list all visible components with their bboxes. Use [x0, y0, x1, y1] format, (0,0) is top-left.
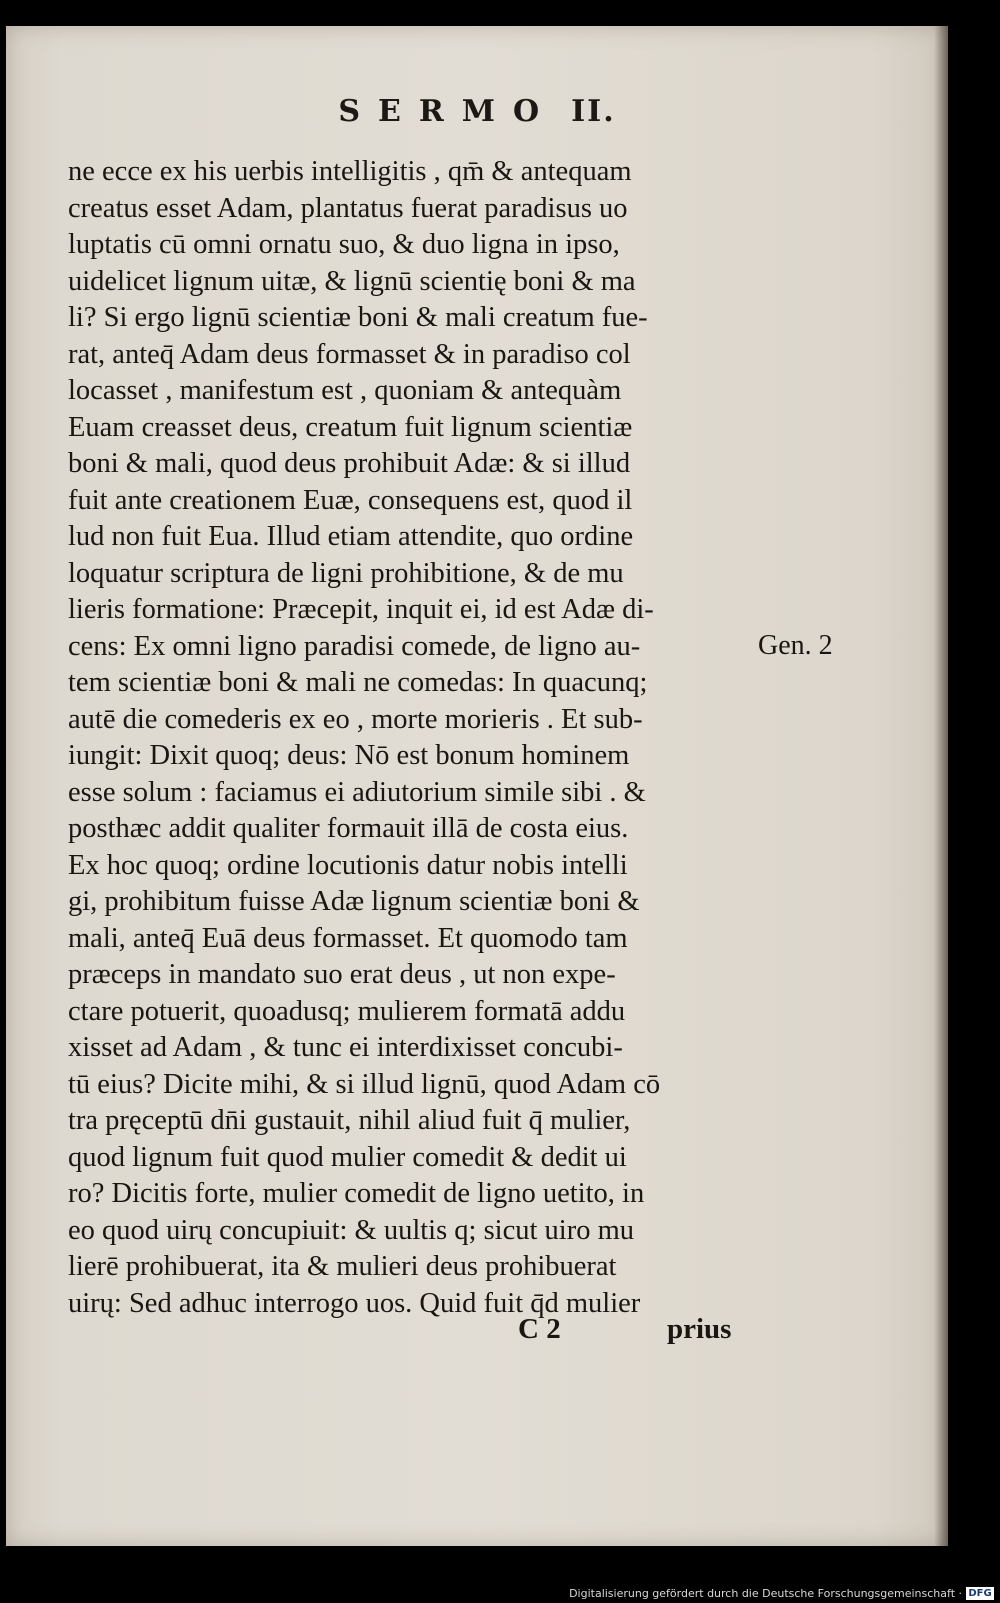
signature-mark: C 2	[518, 1313, 561, 1345]
text-line: præceps in mandato suo erat deus , ut non expe-	[68, 959, 616, 990]
text-line: lierē prohibuerat, ita & mulieri deus prohibuerat	[68, 1251, 617, 1282]
text-line: uirų: Sed adhuc interrogo uos. Quid fuit q̄d mulier	[68, 1287, 641, 1319]
text-line: xisset ad Adam , & tunc ei interdixisset concubi-	[68, 1032, 623, 1063]
text-line: loquatur scriptura de ligni prohibitione, & de mu	[68, 557, 624, 589]
text-line: ctare potuerit, quoadusq; mulierem formatā addu	[68, 995, 626, 1027]
digitization-credit: Digitalisierung gefördert durch die Deutsche Forschungsgemeinschaft ·	[569, 1587, 962, 1600]
running-header	[6, 94, 948, 129]
text-line: tū eius? Dicite mihi, & si illud lignū, quod Adam cō	[68, 1068, 661, 1100]
catchword: prius	[667, 1313, 732, 1345]
text-line: autē die comederis ex eo , morte morieris . Et sub-	[68, 703, 643, 735]
text-line: gi, prohibitum fuisse Adæ lignum scientiæ boni &	[68, 886, 640, 917]
page-number: II.	[571, 94, 616, 129]
text-line: boni & mali, quod deus prohibuit Adæ: & si illud	[68, 448, 631, 479]
book-page	[6, 26, 948, 1546]
text-line: esse solum : faciamus ei adiutorium simile sibi . &	[68, 776, 646, 808]
text-line: eo quod uirų concupiuit: & uultis q; sicut uiro mu	[68, 1214, 634, 1246]
text-line: luptatis cū omni ornatu suo, & duo ligna in ipso,	[68, 229, 620, 260]
text-line: uidelicet lignum uitæ, & lignū scientię boni & ma	[68, 265, 636, 297]
text-line: tem scientiæ boni & mali ne comedas: In quacunq;	[68, 667, 648, 698]
text-line: ne ecce ex his uerbis intelligitis , qm̄ & antequam	[68, 156, 632, 187]
text-line: Euam creasset deus, creatum fuit lignum scientiæ	[68, 411, 633, 443]
text-line: lud non fuit Eua. Illud etiam attendite, quo ordine	[68, 521, 634, 552]
marginal-note: Gen. 2	[758, 630, 833, 661]
text-line: li? Si ergo lignū scientiæ boni & mali creatum fue-	[68, 302, 648, 333]
text-line: locasset , manifestum est , quoniam & antequàm	[68, 375, 622, 406]
text-line: posthæc addit qualiter formauit illā de costa eius.	[68, 813, 629, 844]
catchline	[6, 1313, 948, 1353]
dfg-logo: DFG	[966, 1587, 994, 1600]
body-text	[68, 154, 773, 1322]
text-line: ro? Dicitis forte, mulier comedit de ligno uetito, in	[68, 1178, 645, 1209]
text-line: mali, anteq̄ Euā deus formasset. Et quomodo tam	[68, 922, 628, 954]
text-line: tra pręceptū dn̄i gustauit, nihil aliud fuit q̄ mulier,	[68, 1105, 631, 1136]
text-line: cens: Ex omni ligno paradisi comede, de ligno au-	[68, 630, 641, 662]
text-line: rat, anteq̄ Adam deus formasset & in paradiso col	[68, 338, 631, 370]
text-line: quod lignum fuit quod mulier comedit & dedit ui	[68, 1141, 627, 1173]
text-line: iungit: Dixit quoq; deus: Nō est bonum hominem	[68, 740, 630, 771]
text-line: fuit ante creationem Euæ, consequens est, quod il	[68, 484, 633, 516]
text-line: Ex hoc quoq; ordine locutionis datur nobis intelli	[68, 849, 628, 881]
running-title: SERMO	[338, 94, 558, 129]
footer-bar	[0, 1583, 1000, 1603]
text-line: lieris formatione: Præcepit, inquit ei, id est Adæ di-	[68, 594, 654, 625]
text-line: creatus esset Adam, plantatus fuerat paradisus uo	[68, 192, 628, 224]
